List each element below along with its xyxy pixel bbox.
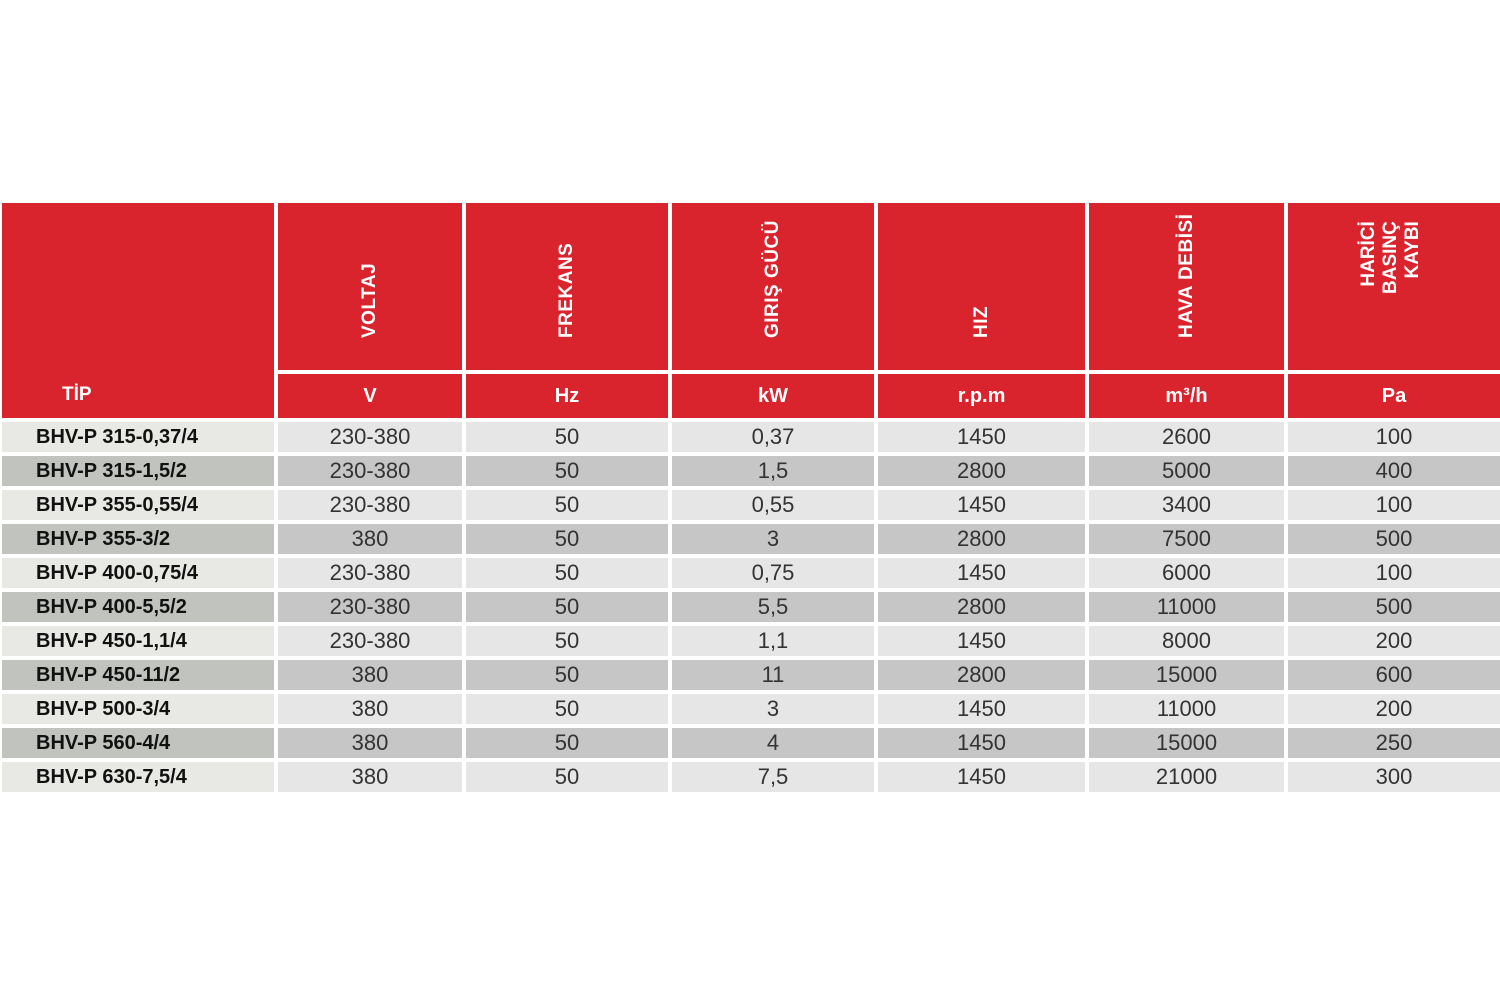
table-cell: 100 — [1288, 490, 1500, 520]
table-cell: 50 — [466, 422, 668, 452]
header-col-4 — [878, 203, 1085, 370]
table-cell: 1,1 — [672, 626, 874, 656]
row-type-cell: BHV-P 315-1,5/2 — [2, 456, 274, 486]
table-cell: 230-380 — [278, 592, 462, 622]
row-type-cell: BHV-P 450-1,1/4 — [2, 626, 274, 656]
row-type-cell: BHV-P 400-0,75/4 — [2, 558, 274, 588]
table-cell: 200 — [1288, 626, 1500, 656]
table-row — [2, 762, 1500, 792]
table-cell: 11000 — [1089, 694, 1284, 724]
table-cell: 6000 — [1089, 558, 1284, 588]
table-cell: 7500 — [1089, 524, 1284, 554]
table-cell: 50 — [466, 456, 668, 486]
header-unit-6: Pa — [1288, 374, 1500, 418]
header-unit-2: Hz — [466, 374, 668, 418]
table-cell: 3 — [672, 694, 874, 724]
header-col-4-title: HIZ — [970, 305, 992, 338]
header-unit-5: m³/h — [1089, 374, 1284, 418]
table-row — [2, 524, 1500, 554]
header-col-6-title-line: KAYBI — [1402, 221, 1423, 279]
row-type-cell: BHV-P 315-0,37/4 — [2, 422, 274, 452]
table-cell: 230-380 — [278, 558, 462, 588]
row-type-cell: BHV-P 630-7,5/4 — [2, 762, 274, 792]
row-type-cell: BHV-P 560-4/4 — [2, 728, 274, 758]
table-cell: 11 — [672, 660, 874, 690]
table-cell: 2800 — [878, 592, 1085, 622]
table-cell: 230-380 — [278, 456, 462, 486]
table-row — [2, 592, 1500, 622]
table-cell: 2800 — [878, 524, 1085, 554]
header-tip-label: TİP — [62, 384, 92, 405]
table-cell: 1450 — [878, 694, 1085, 724]
table-cell: 380 — [278, 762, 462, 792]
table-cell: 200 — [1288, 694, 1500, 724]
table-cell: 400 — [1288, 456, 1500, 486]
table-cell: 50 — [466, 762, 668, 792]
header-col-5-title: HAVA DEBİSİ — [1175, 213, 1197, 338]
header-col-1 — [278, 203, 462, 370]
table-cell: 380 — [278, 728, 462, 758]
spec-table — [2, 203, 1500, 793]
header-col-5 — [1089, 203, 1284, 370]
table-row — [2, 660, 1500, 690]
table-cell: 1450 — [878, 762, 1085, 792]
table-cell: 7,5 — [672, 762, 874, 792]
table-cell: 50 — [466, 524, 668, 554]
header-col-6-title-line: BASINÇ — [1380, 221, 1401, 294]
table-cell: 100 — [1288, 558, 1500, 588]
table-cell: 3 — [672, 524, 874, 554]
table-cell: 5,5 — [672, 592, 874, 622]
table-cell: 0,55 — [672, 490, 874, 520]
table-cell: 380 — [278, 694, 462, 724]
table-cell: 50 — [466, 660, 668, 690]
table-row — [2, 728, 1500, 758]
table-row — [2, 694, 1500, 724]
table-cell: 0,37 — [672, 422, 874, 452]
table-cell: 21000 — [1089, 762, 1284, 792]
table-cell: 1450 — [878, 490, 1085, 520]
table-cell: 1450 — [878, 422, 1085, 452]
table-cell: 2800 — [878, 660, 1085, 690]
header-col-2 — [466, 203, 668, 370]
table-cell: 2600 — [1089, 422, 1284, 452]
table-cell: 500 — [1288, 592, 1500, 622]
row-type-cell: BHV-P 355-0,55/4 — [2, 490, 274, 520]
table-cell: 50 — [466, 728, 668, 758]
table-cell: 50 — [466, 592, 668, 622]
header-col-1-title: VOLTAJ — [359, 262, 380, 338]
table-row — [2, 422, 1500, 452]
header-col-6-title-line: HARİCİ — [1358, 221, 1379, 287]
header-tip-cell — [2, 203, 274, 418]
table-row — [2, 626, 1500, 656]
table-cell: 8000 — [1089, 626, 1284, 656]
row-type-cell: BHV-P 400-5,5/2 — [2, 592, 274, 622]
table-cell: 230-380 — [278, 626, 462, 656]
table-cell: 380 — [278, 660, 462, 690]
table-cell: 100 — [1288, 422, 1500, 452]
header-col-6-title — [1358, 221, 1424, 294]
table-cell: 250 — [1288, 728, 1500, 758]
table-cell: 3400 — [1089, 490, 1284, 520]
table-cell: 300 — [1288, 762, 1500, 792]
table-cell: 5000 — [1089, 456, 1284, 486]
table-cell: 1450 — [878, 558, 1085, 588]
header-col-2-title: FREKANS — [556, 242, 577, 338]
table-cell: 1450 — [878, 728, 1085, 758]
table-cell: 50 — [466, 558, 668, 588]
header-col-6 — [1288, 203, 1500, 370]
row-type-cell: BHV-P 450-11/2 — [2, 660, 274, 690]
table-row — [2, 558, 1500, 588]
header-unit-3: kW — [672, 374, 874, 418]
table-cell: 15000 — [1089, 728, 1284, 758]
table-cell: 500 — [1288, 524, 1500, 554]
table-cell: 600 — [1288, 660, 1500, 690]
table-cell: 230-380 — [278, 422, 462, 452]
table-row — [2, 490, 1500, 520]
table-cell: 1,5 — [672, 456, 874, 486]
header-unit-1: V — [278, 374, 462, 418]
table-cell: 4 — [672, 728, 874, 758]
table-cell: 230-380 — [278, 490, 462, 520]
row-type-cell: BHV-P 355-3/2 — [2, 524, 274, 554]
header-unit-4: r.p.m — [878, 374, 1085, 418]
table-cell: 0,75 — [672, 558, 874, 588]
row-type-cell: BHV-P 500-3/4 — [2, 694, 274, 724]
table-cell: 380 — [278, 524, 462, 554]
header-col-3-title: GIRIŞ GÜCÜ — [762, 220, 783, 338]
table-cell: 2800 — [878, 456, 1085, 486]
table-cell: 1450 — [878, 626, 1085, 656]
table-cell: 50 — [466, 490, 668, 520]
table-cell: 15000 — [1089, 660, 1284, 690]
header-col-3 — [672, 203, 874, 370]
table-cell: 50 — [466, 626, 668, 656]
table-row — [2, 456, 1500, 486]
table-cell: 50 — [466, 694, 668, 724]
table-cell: 11000 — [1089, 592, 1284, 622]
